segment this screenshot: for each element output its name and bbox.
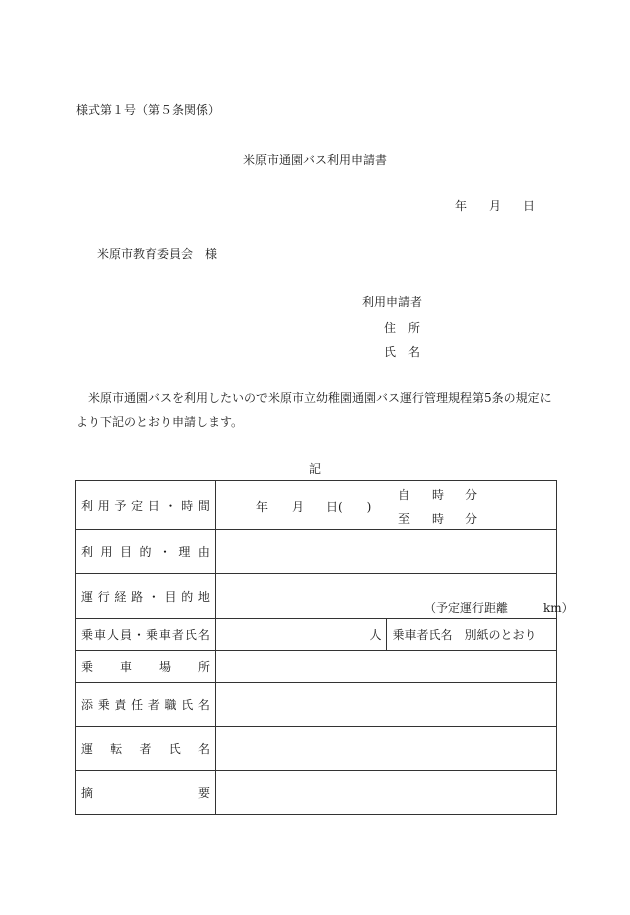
row-label-char: 名 bbox=[197, 628, 210, 642]
row-label-schedule bbox=[76, 481, 216, 530]
schedule-day-label: 日( ) bbox=[326, 500, 372, 514]
driver-field[interactable] bbox=[216, 727, 557, 771]
route-distance-unit: km） bbox=[543, 601, 574, 615]
schedule-month-label: 月 bbox=[292, 500, 305, 514]
row-label-char: 氏 bbox=[168, 742, 181, 756]
schedule-to-minute-label: 分 bbox=[465, 512, 478, 526]
row-label-char: 所 bbox=[197, 660, 210, 674]
purpose-field[interactable] bbox=[216, 530, 557, 574]
form-number: 様式第１号（第５条関係） bbox=[76, 103, 221, 117]
ki-heading: 記 bbox=[308, 462, 321, 476]
application-table bbox=[75, 480, 574, 815]
row-label-char: 的 bbox=[181, 589, 194, 604]
row-label-char: 車 bbox=[119, 660, 132, 674]
row-label-char: 車 bbox=[158, 628, 171, 642]
passenger-names-field[interactable] bbox=[386, 619, 557, 651]
form-title: 米原市通園バス利用申請書 bbox=[242, 153, 387, 167]
row-label-char: ・ bbox=[147, 589, 160, 604]
table-row bbox=[76, 771, 557, 815]
remarks-field[interactable] bbox=[216, 771, 557, 815]
addressee: 米原市教育委員会 様 bbox=[97, 247, 218, 261]
row-label-char: 的 bbox=[139, 545, 152, 559]
applicant-label: 利用申請者 bbox=[362, 295, 423, 309]
schedule-to-label: 至 bbox=[398, 512, 411, 526]
address-label: 住 所 bbox=[384, 321, 421, 335]
row-label-passengers bbox=[76, 619, 216, 651]
name-label: 氏 名 bbox=[384, 345, 421, 359]
row-label-char: 理 bbox=[178, 545, 191, 559]
row-label-escort bbox=[76, 683, 216, 727]
row-label-char: ・ bbox=[164, 498, 177, 513]
row-label-char: 員 bbox=[119, 628, 132, 642]
row-label-char: 乗 bbox=[145, 628, 158, 642]
table-row bbox=[76, 727, 557, 771]
row-label-char: 乗 bbox=[81, 628, 94, 642]
route-field[interactable] bbox=[216, 574, 574, 619]
passenger-count-unit: 人 bbox=[369, 628, 382, 642]
row-label-char: 添 bbox=[81, 698, 94, 712]
row-label-char: 転 bbox=[110, 742, 123, 756]
row-label-char: 場 bbox=[158, 660, 171, 674]
date-month-label: 月 bbox=[489, 199, 502, 213]
row-label-char: 予 bbox=[114, 498, 127, 513]
date-year-label: 年 bbox=[455, 199, 468, 213]
table-row bbox=[76, 530, 557, 574]
row-label-char: 乗 bbox=[97, 698, 110, 712]
row-label-char: 者 bbox=[139, 742, 152, 756]
row-label-char: 者 bbox=[147, 698, 160, 712]
table-row bbox=[76, 574, 557, 619]
schedule-year-label: 年 bbox=[256, 500, 269, 514]
row-label-char: 職 bbox=[164, 698, 177, 712]
table-row bbox=[76, 481, 557, 530]
row-label-char: 時 bbox=[181, 498, 194, 513]
application-statement: 米原市通園バスを利用したいので米原市立幼稚園通園バス運行管理規程第5条の規定により下記のとおり申請します。 bbox=[76, 391, 552, 429]
row-label-remarks bbox=[76, 771, 216, 815]
row-label-char: 経 bbox=[114, 589, 127, 604]
row-label-char: 摘 bbox=[81, 786, 94, 800]
row-label-char: ・ bbox=[132, 628, 145, 642]
row-label-char: 運 bbox=[81, 589, 94, 604]
escort-field[interactable] bbox=[216, 683, 557, 727]
row-label-char: 乗 bbox=[81, 660, 94, 674]
row-label-char: ・ bbox=[158, 545, 171, 559]
row-label-char: 定 bbox=[131, 498, 144, 513]
row-label-char: 責 bbox=[114, 698, 127, 712]
row-label-boarding-place bbox=[76, 651, 216, 683]
row-label-char: 地 bbox=[197, 589, 210, 604]
schedule-from-minute-label: 分 bbox=[465, 488, 478, 502]
row-label-char: 利 bbox=[81, 545, 94, 559]
row-label-char: 者 bbox=[171, 628, 184, 642]
row-label-purpose bbox=[76, 530, 216, 574]
row-label-route bbox=[76, 574, 216, 619]
row-label-char: 用 bbox=[97, 498, 110, 513]
row-label-char: 目 bbox=[119, 545, 132, 559]
row-label-char: 名 bbox=[197, 742, 210, 756]
table-row bbox=[76, 619, 557, 651]
row-label-char: 人 bbox=[106, 628, 119, 642]
row-label-char: 目 bbox=[164, 589, 177, 604]
row-label-char: 行 bbox=[97, 589, 110, 604]
schedule-field[interactable] bbox=[216, 481, 557, 530]
schedule-to-hour-label: 時 bbox=[432, 512, 445, 526]
row-label-char: 要 bbox=[197, 786, 210, 800]
row-label-char: 用 bbox=[100, 545, 113, 559]
date-day-label: 日 bbox=[523, 199, 536, 213]
row-label-char: 路 bbox=[131, 589, 144, 604]
boarding-place-field[interactable] bbox=[216, 651, 557, 683]
row-label-char: 運 bbox=[81, 742, 94, 756]
schedule-from-label: 自 bbox=[398, 488, 411, 502]
row-label-char: 間 bbox=[197, 498, 210, 513]
row-label-char: 氏 bbox=[181, 698, 194, 712]
row-label-driver bbox=[76, 727, 216, 771]
schedule-from-hour-label: 時 bbox=[432, 488, 445, 502]
row-label-char: 氏 bbox=[184, 628, 197, 642]
passenger-names-note: 乗車者氏名 別紙のとおり bbox=[392, 628, 537, 642]
row-label-char: 名 bbox=[197, 698, 210, 712]
passenger-count-field[interactable] bbox=[216, 619, 387, 651]
table-row bbox=[76, 683, 557, 727]
route-distance-prefix: （予定運行距離 bbox=[424, 601, 509, 615]
table-row bbox=[76, 651, 557, 683]
row-label-char: 利 bbox=[81, 498, 94, 513]
row-label-char: 車 bbox=[93, 628, 106, 642]
row-label-char: 日 bbox=[147, 498, 160, 513]
row-label-char: 任 bbox=[131, 698, 144, 712]
row-label-char: 由 bbox=[197, 545, 210, 559]
